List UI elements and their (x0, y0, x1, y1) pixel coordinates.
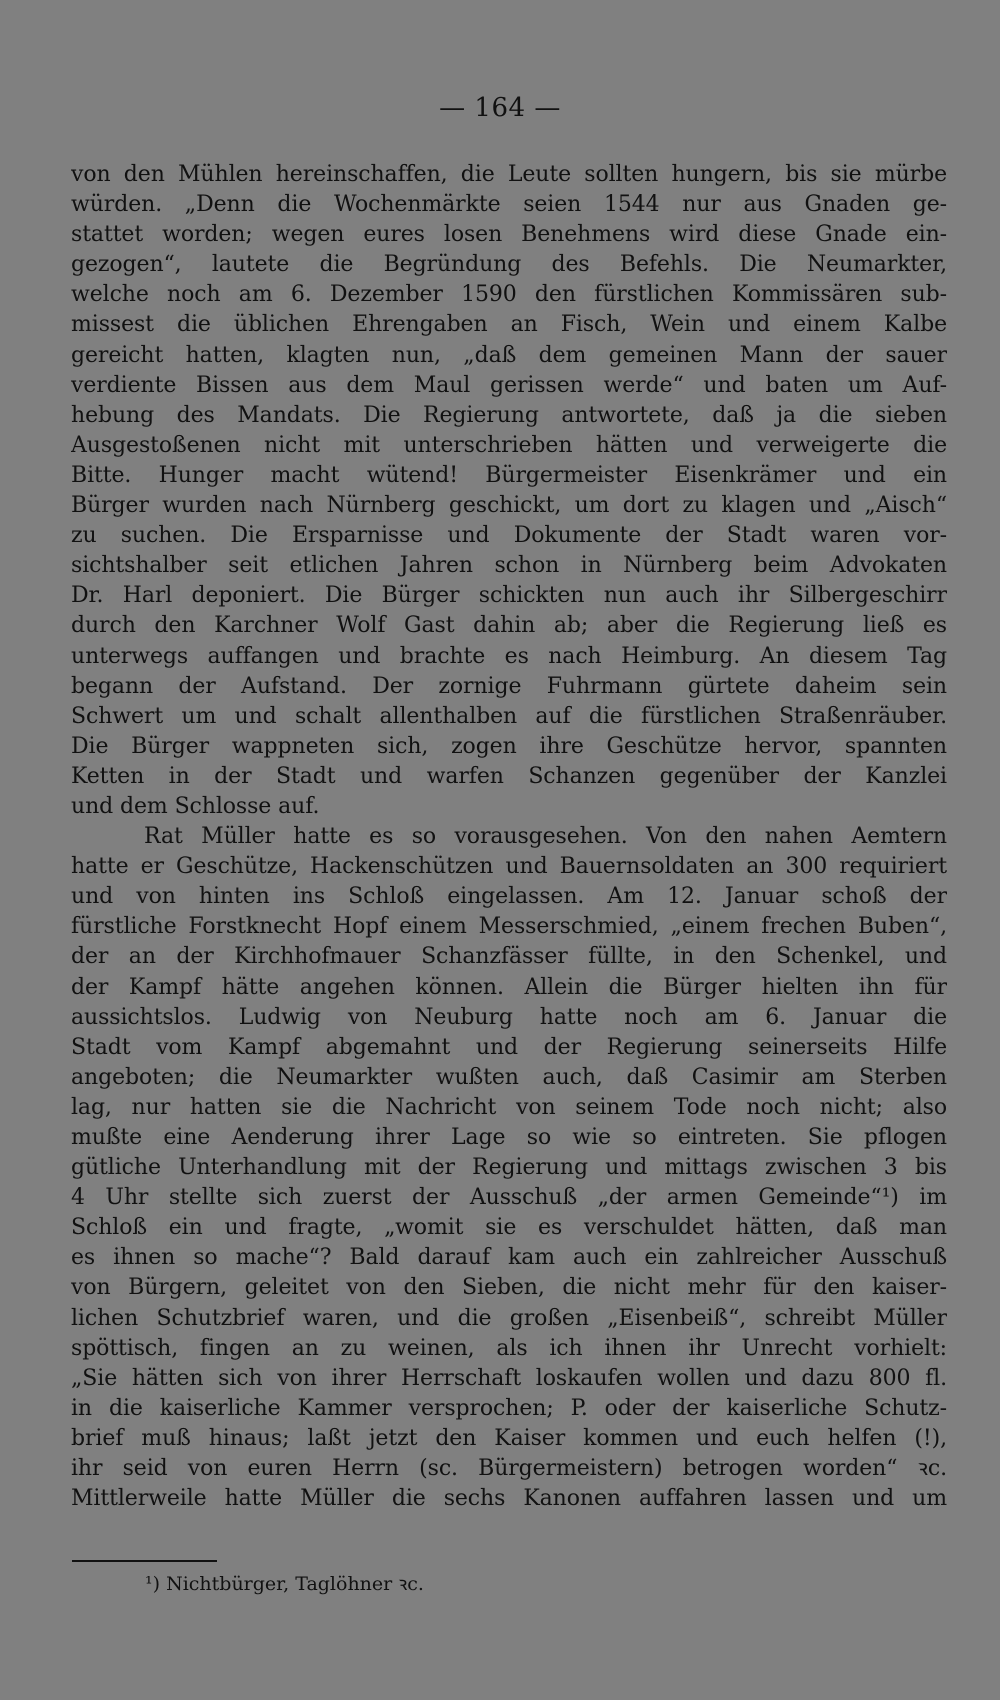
text-line: hebung des Mandats. Die Regierung antwortete, daß ja die sieben (71, 402, 947, 428)
text-line: Bürger wurden nach Nürnberg geschickt, um dort zu klagen und „Aisch“ (71, 493, 947, 519)
text-line: Schwert um und schalt allenthalben auf die fürstlichen Straßenräuber. (71, 703, 947, 729)
text-line: fürstliche Forstknecht Hopf einem Messerschmied, „einem frechen Buben“, (71, 914, 947, 940)
text-line: hatte er Geschütze, Hackenschützen und Bauernsoldaten an 300 requiriert (71, 854, 947, 880)
footnote: ¹) Nichtbürger, Taglöhner ꝛc. (145, 1573, 424, 1595)
text-line: und von hinten ins Schloß eingelassen. Am 12. Januar schoß der (71, 884, 947, 910)
text-line: stattet worden; wegen eures losen Benehmens wird diese Gnade ein- (71, 222, 947, 248)
text-line: in die kaiserliche Kammer versprochen; P. oder der kaiserliche Schutz- (71, 1395, 947, 1421)
text-line: mußte eine Aenderung ihrer Lage so wie so eintreten. Sie pflogen (71, 1125, 947, 1150)
text-line: es ihnen so mache“? Bald darauf kam auch ein zahlreicher Ausschuß (71, 1245, 947, 1271)
text-line: Bitte. Hunger macht wütend! Bürgermeister Eisenkrämer und ein (71, 462, 947, 488)
text-line: lag, nur hatten sie die Nachricht von seinem Tode noch nicht; also (71, 1094, 947, 1120)
text-line: Mittlerweile hatte Müller die sechs Kanonen auffahren lassen und um (71, 1486, 947, 1512)
text-line: spöttisch, fingen an zu weinen, als ich ihnen ihr Unrecht vorhielt: (71, 1335, 947, 1361)
text-line: sichtshalber seit etlichen Jahren schon in Nürnberg beim Advokaten (71, 553, 947, 579)
text-line: welche noch am 6. Dezember 1590 den fürstlichen Kommissären sub- (71, 282, 947, 308)
paragraph-start-line: Rat Müller hatte es so vorausgesehen. Von den nahen Aemtern (144, 824, 947, 850)
text-line: brief muß hinaus; laßt jetzt den Kaiser kommen und euch helfen (!), (71, 1425, 947, 1451)
text-line: gütliche Unterhandlung mit der Regierung und mittags zwischen 3 bis (71, 1155, 947, 1181)
text-line: der Kampf hätte angehen können. Allein die Bürger hielten ihn für (71, 974, 947, 1000)
text-line: Stadt vom Kampf abgemahnt und der Regierung seinerseits Hilfe (71, 1034, 947, 1060)
body-text (71, 160, 947, 1514)
text-line: angeboten; die Neumarkter wußten auch, daß Casimir am Sterben (71, 1064, 947, 1090)
footnote-divider (72, 1560, 217, 1562)
page-number: — 164 — (439, 93, 561, 123)
text-line: aussichtslos. Ludwig von Neuburg hatte noch am 6. Januar die (71, 1004, 947, 1030)
text-line: missest die üblichen Ehrengaben an Fisch, Wein und einem Kalbe (71, 312, 947, 338)
text-line: von den Mühlen hereinschaffen, die Leute sollten hungern, bis sie mürbe (71, 162, 947, 187)
text-line: gereicht hatten, klagten nun, „daß dem gemeinen Mann der sauer (71, 342, 947, 368)
text-line: Ausgestoßenen nicht mit unterschrieben hätten und verweigerte die (71, 432, 947, 458)
text-line: durch den Karchner Wolf Gast dahin ab; aber die Regierung ließ es (71, 613, 947, 639)
text-line: begann der Aufstand. Der zornige Fuhrmann gürtete daheim sein (71, 673, 947, 699)
text-line: unterwegs auffangen und brachte es nach Heimburg. An diesem Tag (71, 643, 947, 669)
text-line: der an der Kirchhofmauer Schanzfässer füllte, in den Schenkel, und (71, 944, 947, 970)
text-line: Ketten in der Stadt und warfen Schanzen gegenüber der Kanzlei (71, 763, 947, 789)
text-line: ihr seid von euren Herrn (sc. Bürgermeistern) betrogen worden“ ꝛc. (71, 1456, 947, 1482)
text-line: gezogen“, lautete die Begründung des Befehls. Die Neumarkter, (71, 252, 947, 278)
text-line: zu suchen. Die Ersparnisse und Dokumente der Stadt waren vor- (71, 523, 947, 549)
text-line: würden. „Denn die Wochenmärkte seien 1544 nur aus Gnaden ge- (71, 192, 947, 218)
text-line: Schloß ein und fragte, „womit sie es verschuldet hätten, daß man (71, 1215, 947, 1241)
text-line: „Sie hätten sich von ihrer Herrschaft loskaufen wollen und dazu 800 fl. (71, 1365, 947, 1391)
text-line: 4 Uhr stellte sich zuerst der Ausschuß „der armen Gemeinde“¹) im (71, 1185, 947, 1211)
text-line: Dr. Harl deponiert. Die Bürger schickten nun auch ihr Silbergeschirr (71, 583, 947, 609)
text-line: von Bürgern, geleitet von den Sieben, die nicht mehr für den kaiser- (71, 1275, 947, 1301)
text-line: verdiente Bissen aus dem Maul gerissen werde“ und baten um Auf- (71, 372, 947, 398)
paragraph-end-line: und dem Schlosse auf. (71, 793, 320, 819)
text-line: Die Bürger wappneten sich, zogen ihre Geschütze hervor, spannten (71, 733, 947, 759)
text-line: lichen Schutzbrief waren, und die großen „Eisenbeiß“, schreibt Müller (71, 1305, 947, 1331)
